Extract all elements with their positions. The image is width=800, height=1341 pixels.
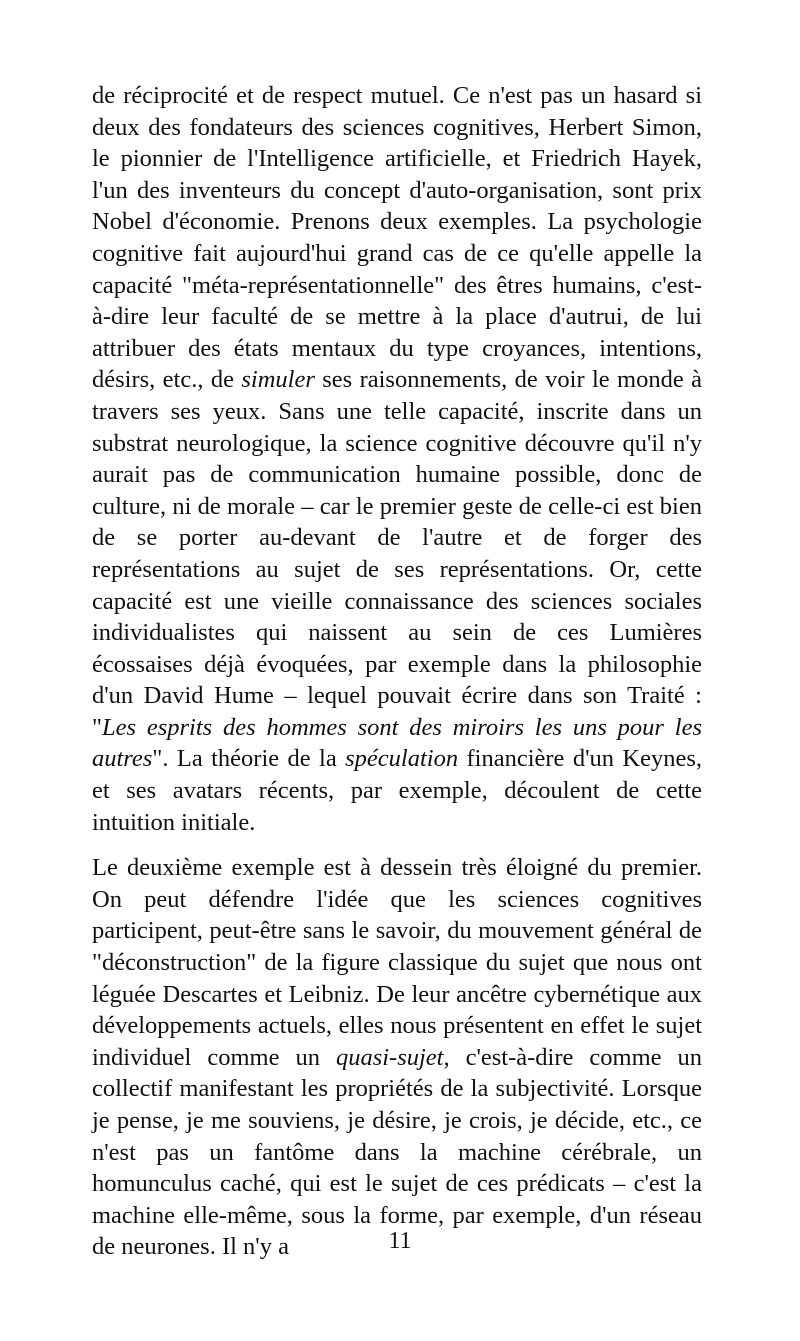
text-segment: , c'est-à-dire comme un collectif manifestant les propriétés de la subjectivité. Lorsque je pense, je me souviens, je désire, je crois, je décide, etc., ce n'est pas un fantôme dans la machine cérébrale, un homunculus caché, qui est le sujet de ces prédicats – c'est la machine elle-même, sous la forme, par exemple, d'un réseau de neurones. Il n'y a	[92, 1043, 702, 1261]
page-body	[92, 80, 702, 1263]
italic-segment: quasi-sujet	[335, 1043, 444, 1071]
text-segment: ". La théorie de la	[152, 745, 346, 773]
text-segment: financière d'un Keynes, et ses avatars récents, par exemple, découlent de cette intuition initiale.	[92, 745, 702, 836]
text-segment: Le deuxième exemple est à dessein très éloigné du premier. On peut défendre l'idée que les sciences cognitives participent, peut-être sans le savoir, du mouvement général de "déconstruction" de la figure classique du sujet que nous ont léguée Descartes et Leibniz. De leur ancêtre cybernétique aux développements actuels, elles nous présentent en effet le sujet individuel comme un	[92, 854, 702, 1071]
page-number: 11	[388, 1228, 412, 1254]
text-segment: de réciprocité et de respect mutuel. Ce n'est pas un hasard si deux des fondateurs des sciences cognitives, Herbert Simon, le pionnier de l'Intelligence artificielle, et Friedrich Hayek, l'un des inventeurs du concept d'auto-organisation, sont prix Nobel d'économie. Prenons deux exemples. La psychologie cognitive fait aujourd'hui grand cas de ce qu'elle appelle la capacité "méta-représentationnelle" des êtres humains, c'est-à-dire leur faculté de se mettre à la place d'autrui, de lui attribuer des états mentaux du type croyances, intentions, désirs, etc., de	[92, 82, 702, 394]
paragraph-1	[92, 80, 702, 838]
italic-segment: spéculation	[345, 745, 459, 773]
text-segment: ses raisonnements, de voir le monde à travers ses yeux. Sans une telle capacité, inscrite dans un substrat neurologique, la science cognitive découvre qu'il n'y aurait pas de communication humaine possible, donc de culture, ni de morale – car le premier geste de celle-ci est bien de se porter au-devant de l'autre et de forger des représentations au sujet de ses représentations. Or, cette capacité est une vieille connaissance des sciences sociales individualistes qui naissent au sein de ces Lumières écossaises déjà évoquées, par exemple dans la philosophie d'un David Hume – lequel pouvait écrire dans son Traité : "	[92, 366, 702, 741]
paragraph-2	[92, 852, 702, 1263]
italic-segment: simuler	[241, 366, 315, 394]
italic-segment: Les esprits des hommes sont des miroirs les uns pour les autres	[92, 713, 702, 773]
